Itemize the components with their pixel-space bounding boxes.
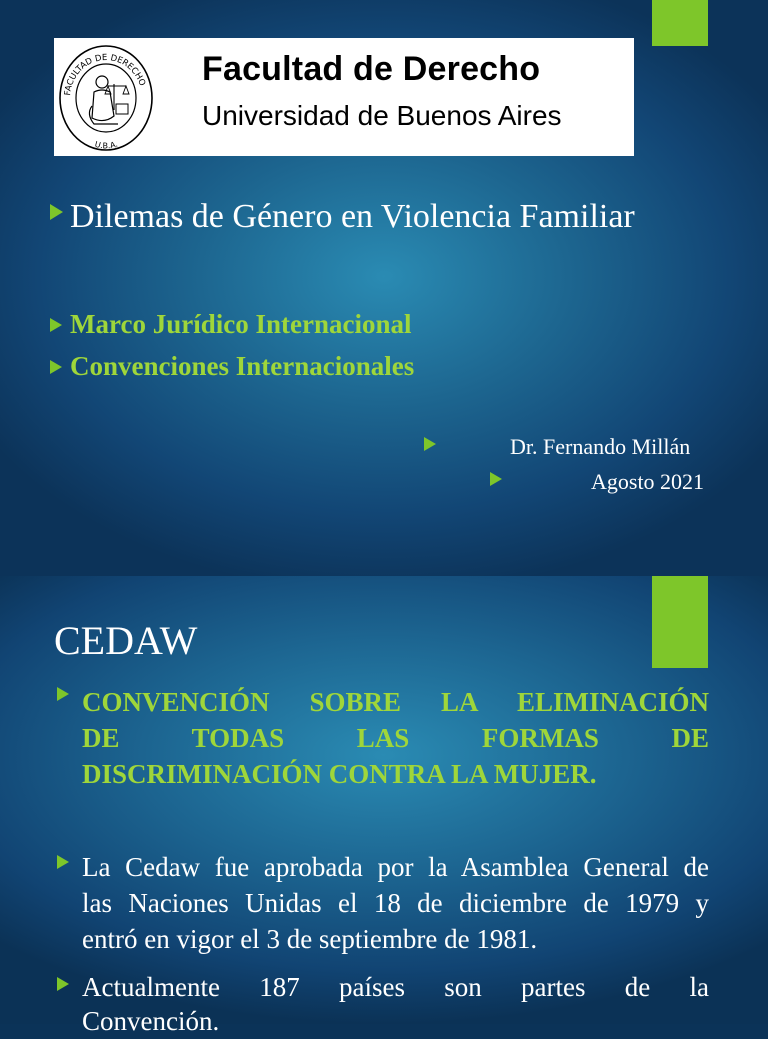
seal-bottom-text: U.B.A. [93, 139, 119, 151]
bullet-icon [424, 437, 436, 451]
paragraph-line: entró en vigor el 3 de septiembre de 1981. [82, 924, 538, 954]
presentation-title: Dilemas de Género en Violencia Familiar [70, 198, 635, 235]
bullet-icon [57, 855, 69, 869]
accent-bar [652, 0, 708, 46]
author-name: Dr. Fernando Millán [510, 434, 691, 459]
convention-line: CONVENCIÓN SOBRE LA ELIMINACIÓN [82, 687, 709, 717]
presentation-date: Agosto 2021 [591, 469, 705, 494]
bullet-icon [50, 204, 63, 220]
bullet-marco-juridico: Marco Jurídico Internacional [70, 309, 412, 339]
convention-line: DISCRIMINACIÓN CONTRA LA MUJER. [82, 759, 597, 789]
seal-top-text: FACULTAD DE DERECHO [63, 52, 147, 97]
university-name: Universidad de Buenos Aires [202, 100, 562, 131]
bullet-icon [50, 318, 62, 332]
paragraph-line: Convención. [82, 1006, 220, 1036]
convention-line: DE TODAS LAS FORMAS DE [82, 723, 709, 753]
cedaw-heading: CEDAW [54, 618, 198, 663]
faculty-logo [54, 38, 634, 156]
bullet-icon [57, 977, 69, 991]
paragraph-line: La Cedaw fue aprobada por la Asamblea General de [82, 852, 709, 882]
svg-text:U.B.A. [94, 140, 119, 151]
faculty-name: Facultad de Derecho [202, 50, 541, 88]
bullet-icon [50, 360, 62, 374]
accent-bar [652, 576, 708, 668]
bullet-icon [57, 687, 69, 701]
paragraph-line: las Naciones Unidas el 18 de diciembre de 1979 y [82, 888, 709, 918]
bullet-icon [490, 472, 502, 486]
bullet-convenciones: Convenciones Internacionales [70, 351, 415, 381]
paragraph-line: Actualmente 187 países son partes de la [82, 972, 709, 1002]
seal-icon [56, 38, 156, 156]
